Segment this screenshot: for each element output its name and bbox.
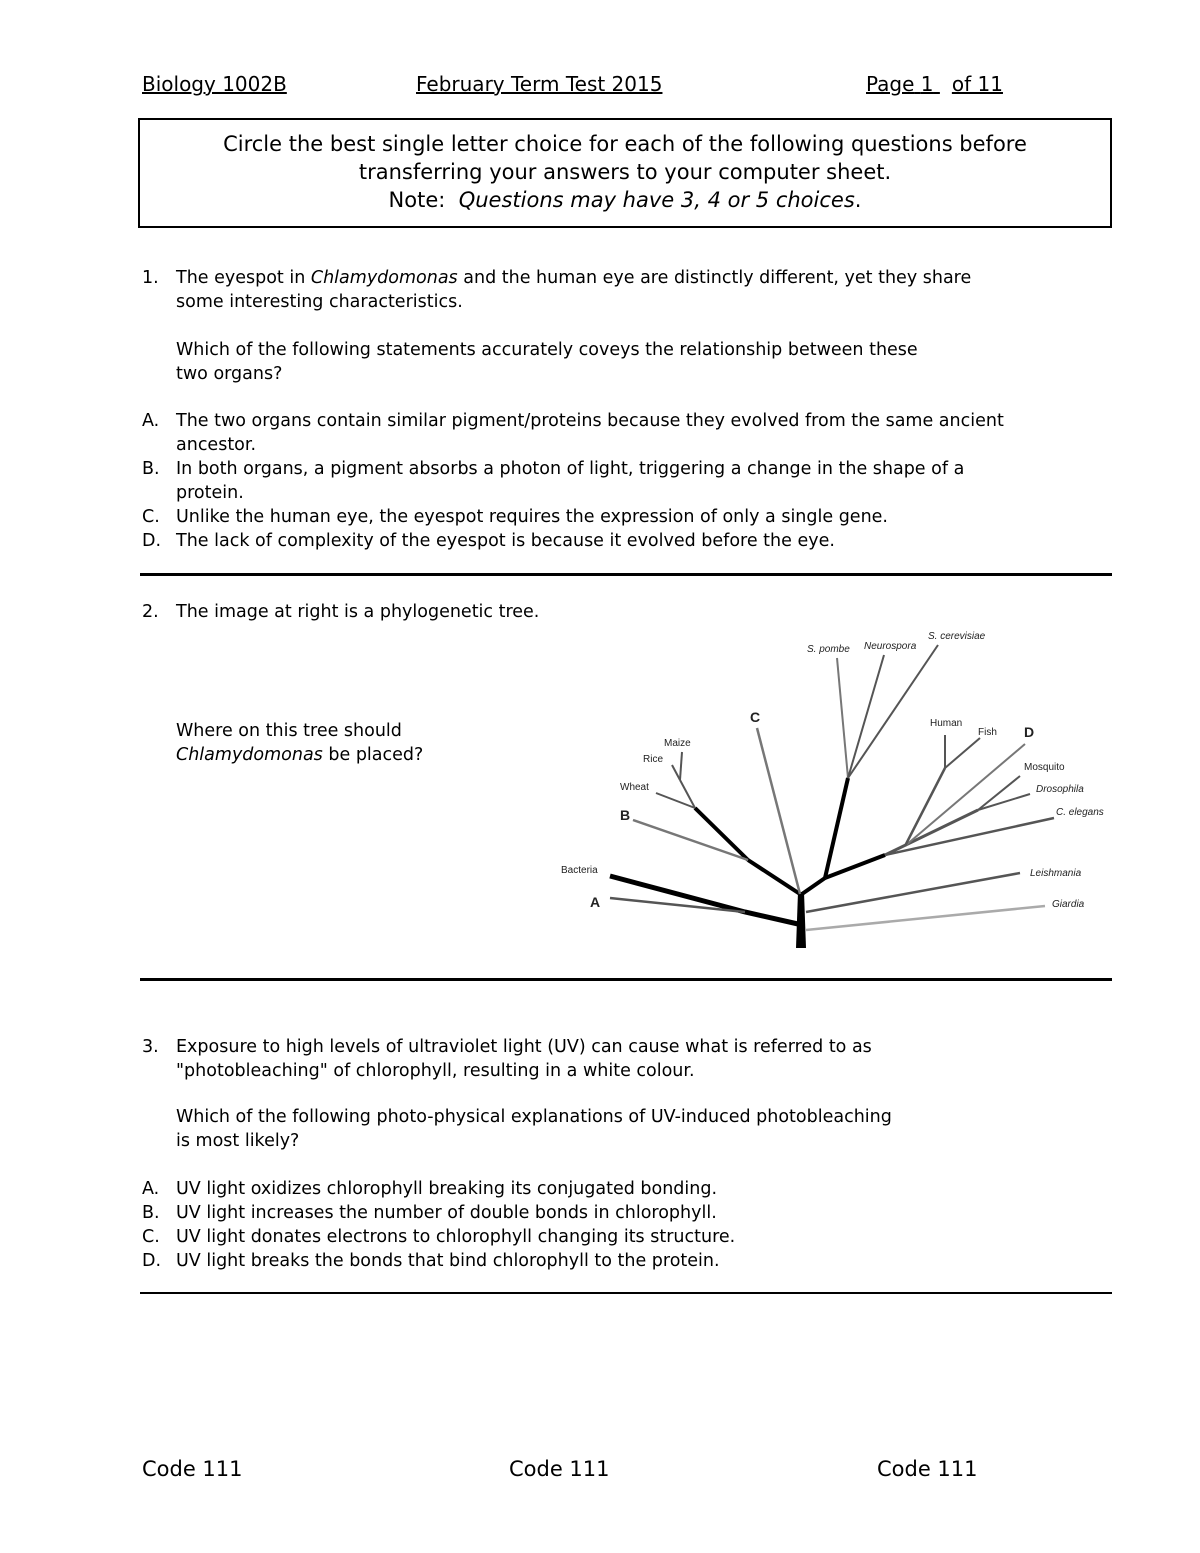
label-leishmania: Leishmania <box>1030 868 1082 879</box>
option-letter: A. <box>142 1179 160 1199</box>
tree-trunk <box>796 892 806 948</box>
option-text: ancestor. <box>176 435 257 455</box>
question-prompt: Where on this tree should <box>176 721 402 741</box>
question-stem-line: "photobleaching" of chlorophyll, resulting in a white colour. <box>176 1061 695 1081</box>
question-stem <box>176 266 971 290</box>
option-letter: B. <box>142 1203 160 1223</box>
option-text: Unlike the human eye, the eyespot requires the expression of only a single gene. <box>176 507 888 527</box>
label-neurospora: Neurospora <box>864 641 917 652</box>
label-drosophila: Drosophila <box>1036 784 1084 795</box>
section-divider <box>140 573 1112 576</box>
option-text: In both organs, a pigment absorbs a photon of light, triggering a change in the shape of a <box>176 459 965 479</box>
label-fish: Fish <box>978 727 997 738</box>
branch-giardia <box>806 906 1045 930</box>
option-text: protein. <box>176 483 244 503</box>
option-letter: B. <box>142 459 160 479</box>
footer-code-left: Code 111 <box>142 1457 243 1481</box>
branch-b <box>633 820 748 860</box>
instruction-note <box>140 186 1110 214</box>
label-s-cerevisiae: S. cerevisiae <box>928 631 986 642</box>
label-wheat: Wheat <box>620 782 649 793</box>
branch-leishmania <box>806 873 1020 912</box>
marker-d: D <box>1024 724 1035 740</box>
branch-mosquito <box>978 776 1020 810</box>
instruction-line-2: transferring your answers to your computer sheet. <box>358 160 892 184</box>
stem-italic: Chlamydomonas <box>310 268 458 288</box>
prompt-end: be placed? <box>322 745 424 765</box>
label-s-pombe: S. pombe <box>807 644 850 655</box>
marker-c: C <box>750 709 761 725</box>
branch-fungi <box>825 778 848 878</box>
stem-part: and the human eye are distinctly different, yet they share <box>457 268 972 288</box>
question-number: 1. <box>142 268 159 288</box>
question-prompt <box>176 743 423 767</box>
course-title: Biology 1002B <box>142 72 287 96</box>
section-divider <box>140 1292 1112 1294</box>
branch-neurospora <box>848 655 884 778</box>
note-end: . <box>854 188 862 212</box>
branch-rice <box>672 765 680 780</box>
footer-code-center: Code 111 <box>509 1457 610 1481</box>
instruction-line-1: Circle the best single letter choice for each of the following questions before <box>223 132 1027 156</box>
label-c-elegans: C. elegans <box>1056 807 1104 818</box>
branch-maize <box>680 752 682 780</box>
question-stem: The image at right is a phylogenetic tree. <box>176 602 540 622</box>
option-letter: D. <box>142 531 162 551</box>
question-stem-line: some interesting characteristics. <box>176 292 463 312</box>
marker-b: B <box>620 807 631 823</box>
question-prompt: two organs? <box>176 364 283 384</box>
question-number: 3. <box>142 1037 159 1057</box>
question-prompt: Which of the following statements accurately coveys the relationship between these <box>176 340 918 360</box>
label-human: Human <box>930 718 963 729</box>
option-text: The two organs contain similar pigment/proteins because they evolved from the same ancient <box>176 411 1004 431</box>
branch-insects <box>885 810 978 855</box>
question-stem: Exposure to high levels of ultraviolet light (UV) can cause what is referred to as <box>176 1037 872 1057</box>
page-indicator <box>866 70 1003 98</box>
option-text: UV light breaks the bonds that bind chlorophyll to the protein. <box>176 1251 720 1271</box>
label-mosquito: Mosquito <box>1024 762 1065 773</box>
label-rice: Rice <box>643 754 664 765</box>
page-number: 1 <box>920 72 934 96</box>
branch-drosophila <box>978 794 1030 810</box>
question-prompt: Which of the following photo-physical explanations of UV-induced photobleaching <box>176 1107 892 1127</box>
section-divider <box>140 978 1112 981</box>
page-total: of 11 <box>951 72 1003 96</box>
instruction-box <box>138 118 1112 228</box>
branch-fish <box>945 738 980 768</box>
option-letter: C. <box>142 507 160 527</box>
branch-s-pombe <box>837 658 848 778</box>
branch-d <box>905 744 1025 846</box>
label-bacteria: Bacteria <box>561 865 598 876</box>
question-prompt: is most likely? <box>176 1131 300 1151</box>
marker-a: A <box>590 894 601 910</box>
footer-code-right: Code 111 <box>877 1457 978 1481</box>
option-text: UV light increases the number of double bonds in chlorophyll. <box>176 1203 717 1223</box>
note-label: Note: <box>388 188 446 212</box>
option-letter: A. <box>142 411 160 431</box>
phylogenetic-tree <box>550 620 1120 955</box>
question-number: 2. <box>142 602 159 622</box>
branch-opisthokont-stem <box>802 878 825 894</box>
branch-grasses <box>695 808 748 860</box>
option-letter: C. <box>142 1227 160 1247</box>
option-letter: D. <box>142 1251 162 1271</box>
label-giardia: Giardia <box>1052 899 1085 910</box>
test-title: February Term Test 2015 <box>416 72 663 96</box>
note-text: Questions may have 3, 4 or 5 choices <box>458 188 855 212</box>
branch-s-cerevisiae <box>848 645 938 778</box>
option-text: The lack of complexity of the eyespot is because it evolved before the eye. <box>176 531 835 551</box>
page-label: Page <box>866 72 915 96</box>
stem-part: The eyespot in <box>176 268 311 288</box>
branch-animals <box>825 855 885 878</box>
option-text: UV light oxidizes chlorophyll breaking its conjugated bonding. <box>176 1179 718 1199</box>
prompt-italic: Chlamydomonas <box>176 745 323 765</box>
option-text: UV light donates electrons to chlorophyll changing its structure. <box>176 1227 736 1247</box>
label-maize: Maize <box>664 738 691 749</box>
